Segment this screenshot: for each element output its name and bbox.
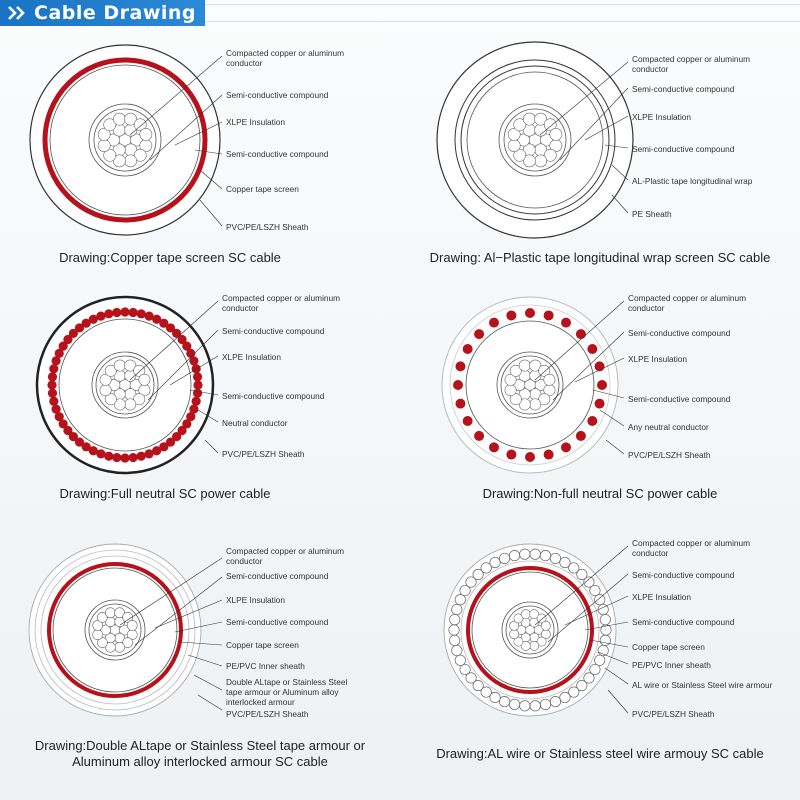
ring-wire (47, 380, 56, 389)
ring-wire (129, 453, 138, 462)
conductor-strands (100, 360, 150, 410)
ring-wire (525, 308, 535, 318)
caption: Drawing:Full neutral SC power cable (59, 486, 271, 501)
ring-wire (48, 372, 57, 381)
conductor-strand (530, 399, 541, 410)
ring-wire (463, 416, 473, 426)
ring-wire (453, 380, 463, 390)
label-insulation: XLPE Insulation (226, 595, 286, 605)
ring-wire (540, 699, 550, 709)
ring-wire (595, 361, 605, 371)
label-conductor: Compacted copper or aluminum conductor (226, 546, 345, 566)
ring-wire (474, 329, 484, 339)
conductor-strand (105, 608, 115, 618)
conductor-strand (100, 385, 111, 396)
conductor-strands (505, 360, 555, 410)
ring-wire (598, 604, 608, 614)
label-conductor: Compacted copper or aluminum conductor (632, 538, 751, 558)
label-semiconductive-outer: Semi-conductive compound (628, 394, 731, 404)
label-semiconductive-outer: Semi-conductive compound (632, 617, 735, 627)
label-neutral: Any neutral conductor (628, 422, 709, 432)
label-semiconductive-inner: Semi-conductive compound (632, 84, 735, 94)
ring-wire (129, 308, 138, 317)
label-semiconductive-inner: Semi-conductive compound (226, 90, 329, 100)
ring-wire (576, 329, 586, 339)
conductor-strand (140, 128, 152, 140)
ring-wire (561, 442, 571, 452)
conductor-strand (98, 140, 110, 152)
label-semiconductive-inner: Semi-conductive compound (226, 571, 329, 581)
ring-wire (509, 550, 519, 560)
label-semiconductive-outer: Semi-conductive compound (632, 144, 735, 154)
ring-wire (550, 553, 560, 563)
conductor-strand (127, 620, 137, 630)
diagram-al-plastic (400, 0, 800, 270)
ring-wire (51, 405, 60, 414)
cable-cross-section (400, 0, 800, 270)
label-insulation: XLPE Insulation (222, 352, 282, 362)
diagram-double-tape (0, 510, 400, 800)
ring-wire (544, 310, 554, 320)
ring-wire (455, 655, 465, 665)
ring-wire (561, 318, 571, 328)
label-insulation: XLPE Insulation (632, 112, 692, 122)
ring-wire (490, 557, 500, 567)
label-screen: Copper tape screen (226, 640, 299, 650)
ring-wire (460, 664, 470, 674)
ring-wire (137, 309, 146, 318)
ring-wire (489, 318, 499, 328)
label-wrap: AL-Plastic tape longitudinal wrap (632, 176, 753, 186)
ring-wire (193, 380, 202, 389)
label-semiconductive-outer: Semi-conductive compound (222, 391, 325, 401)
label-sheath: PVC/PE/LSZH Sheath (632, 709, 715, 719)
conductor-strands (98, 113, 152, 167)
ring-wire (489, 442, 499, 452)
ring-wire (48, 389, 57, 398)
conductor-strand (530, 641, 539, 650)
diagram-full-neutral (0, 270, 400, 510)
conductor-strand (508, 140, 520, 152)
ring-wire (520, 549, 530, 559)
label-semiconductive-inner: Semi-conductive compound (628, 328, 731, 338)
ring-wire (520, 701, 530, 711)
label-insulation: XLPE Insulation (632, 592, 692, 602)
ring-wire (601, 625, 611, 635)
ring-wire (595, 399, 605, 409)
ring-wire (192, 364, 201, 373)
conductor-strand (115, 642, 125, 652)
label-conductor: Compacted copper or aluminum conductor (226, 48, 345, 68)
conductor-strands (508, 113, 562, 167)
conductor-strand (505, 385, 516, 396)
ring-wire (450, 635, 460, 645)
diagram-copper-tape (0, 0, 400, 270)
label-semiconductive-inner: Semi-conductive compound (222, 326, 325, 336)
ring-wire (96, 311, 105, 320)
ring-wire (595, 655, 605, 665)
conductor-strand (521, 610, 530, 619)
ring-wire (455, 361, 465, 371)
conductor-strands (93, 608, 138, 653)
caption: Drawing: Al−Plastic tape longitudinal wrap screen SC cable (429, 250, 771, 265)
label-sheath: PVC/PE/LSZH Sheath (628, 450, 711, 460)
caption: Drawing:Copper tape screen SC cable (59, 250, 281, 265)
ring-wire (192, 397, 201, 406)
label-conductor: Compacted copper or aluminum conductor (628, 293, 747, 313)
ring-wire (474, 431, 484, 441)
ring-wire (450, 614, 460, 624)
label-semiconductive-outer: Semi-conductive compound (226, 617, 329, 627)
diagram-non-full-neutral (400, 270, 800, 510)
label-sheath: PVC/PE/LSZH Sheath (226, 709, 309, 719)
conductor-strand (519, 360, 530, 371)
ring-wire (598, 645, 608, 655)
conductor-strand (113, 113, 125, 125)
conductor-strand (114, 360, 125, 371)
ring-wire (455, 595, 465, 605)
ring-wire (49, 397, 58, 406)
caption: Drawing:Non-full neutral SC power cable (482, 486, 718, 501)
ring-wire (600, 614, 610, 624)
ring-wire (530, 549, 540, 559)
ring-wire (112, 453, 121, 462)
ring-wire (449, 625, 459, 635)
caption-line-2: Aluminum alloy interlocked armour SC cable (72, 754, 328, 769)
ring-wire (452, 645, 462, 655)
label-inner-sheath: PE/PVC Inner sheath (632, 660, 711, 670)
label-conductor: Compacted copper or aluminum conductor (632, 54, 751, 74)
label-semiconductive-inner: Semi-conductive compound (632, 570, 735, 580)
ring-wire (540, 550, 550, 560)
conductor-strand (550, 128, 562, 140)
ring-wire (104, 309, 113, 318)
ring-wire (525, 452, 535, 462)
ring-wire (506, 310, 516, 320)
ring-wire (189, 356, 198, 365)
conductor-strand (125, 399, 136, 410)
ring-wire (587, 416, 597, 426)
label-sheath: PVC/PE/LSZH Sheath (226, 222, 309, 232)
conductor-strand (541, 621, 550, 630)
ring-wire (587, 344, 597, 354)
ring-wire (509, 699, 519, 709)
ring-wire (530, 701, 540, 711)
caption (0, 738, 400, 770)
ring-wire (112, 308, 121, 317)
ring-wire (120, 307, 129, 316)
ring-wire (499, 553, 509, 563)
conductor-strand (523, 113, 535, 125)
ring-wire (590, 585, 600, 595)
ring-wire (455, 399, 465, 409)
ring-wire (506, 450, 516, 460)
ring-wire (597, 380, 607, 390)
label-semiconductive-outer: Semi-conductive compound (226, 149, 329, 159)
ring-wire (463, 344, 473, 354)
ring-wire (145, 449, 154, 458)
cable-cross-section (0, 0, 400, 270)
ring-wire (104, 452, 113, 461)
ring-wire (544, 450, 554, 460)
ring-wire (600, 635, 610, 645)
ring-wire (120, 453, 129, 462)
label-armour: Double ALtape or Stainless Steel tape armour or Aluminum alloy interlocked armour (226, 677, 348, 707)
conductor-strand (139, 374, 150, 385)
ring-wire (550, 696, 560, 706)
conductor-strand (93, 630, 103, 640)
label-sheath: PE Sheath (632, 209, 672, 219)
conductor-strand (544, 374, 555, 385)
ring-wire (49, 364, 58, 373)
label-conductor: Compacted copper or aluminum conductor (222, 293, 341, 313)
label-insulation: XLPE Insulation (628, 354, 688, 364)
ring-wire (560, 692, 570, 702)
ring-wire (499, 696, 509, 706)
ring-wire (137, 452, 146, 461)
label-insulation: XLPE Insulation (226, 117, 286, 127)
ring-wire (193, 372, 202, 381)
conductor-strands (510, 610, 551, 651)
caption: Drawing:AL wire or Stainless steel wire armouy SC cable (436, 746, 764, 761)
label-neutral: Neutral conductor (222, 418, 288, 428)
ring-wire (452, 604, 462, 614)
label-sheath: PVC/PE/LSZH Sheath (222, 449, 305, 459)
label-armour: AL wire or Stainless Steel wire armour (632, 680, 773, 690)
ring-wire (576, 431, 586, 441)
conductor-strand (535, 155, 547, 167)
caption-line-1: Drawing:Double ALtape or Stainless Steel tape armour or (34, 738, 366, 753)
ring-wire (193, 389, 202, 398)
diagram-wire-armour (400, 510, 800, 800)
label-screen: Copper tape screen (226, 184, 299, 194)
label-screen: Copper tape screen (632, 642, 705, 652)
label-inner-sheath: PE/PVC Inner sheath (226, 661, 305, 671)
conductor-strand (125, 155, 137, 167)
page-title: Cable Drawing (34, 2, 197, 24)
ring-wire (595, 595, 605, 605)
conductor-strand (510, 630, 519, 639)
